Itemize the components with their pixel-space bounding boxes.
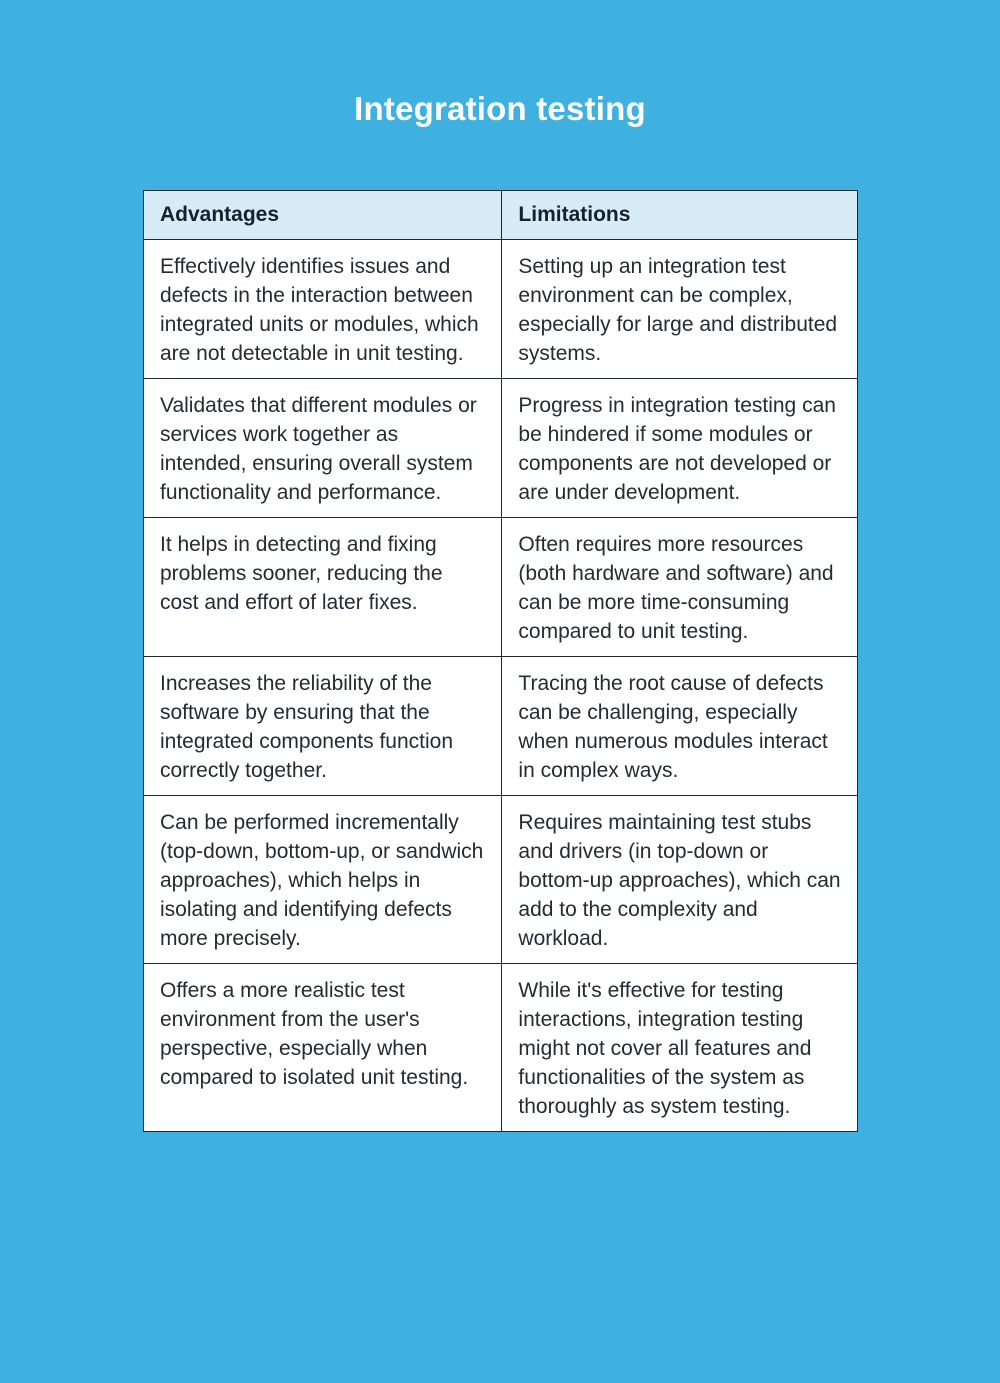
limitation-cell: Requires maintaining test stubs and drivers (in top-down or bottom-up approaches), which can add to the complexity and workload. (502, 796, 858, 964)
table-body (144, 240, 858, 1132)
table-row (144, 796, 858, 964)
table-row (144, 379, 858, 518)
table-row (144, 518, 858, 657)
advantage-cell: It helps in detecting and fixing problems sooner, reducing the cost and effort of later fixes. (144, 518, 502, 657)
comparison-table-container (143, 190, 858, 1132)
table-row (144, 657, 858, 796)
limitation-cell: Often requires more resources (both hardware and software) and can be more time-consuming compared to unit testing. (502, 518, 858, 657)
table-row (144, 240, 858, 379)
advantage-cell: Validates that different modules or services work together as intended, ensuring overall system functionality and performance. (144, 379, 502, 518)
limitation-cell: While it's effective for testing interactions, integration testing might not cover all features and functionalities of the system as thoroughly as system testing. (502, 964, 858, 1132)
table-row (144, 964, 858, 1132)
advantage-cell: Can be performed incrementally (top-down, bottom-up, or sandwich approaches), which helps in isolating and identifying defects more precisely. (144, 796, 502, 964)
advantage-cell: Effectively identifies issues and defects in the interaction between integrated units or modules, which are not detectable in unit testing. (144, 240, 502, 379)
advantage-cell: Offers a more realistic test environment from the user's perspective, especially when compared to isolated unit testing. (144, 964, 502, 1132)
limitation-cell: Setting up an integration test environment can be complex, especially for large and distributed systems. (502, 240, 858, 379)
advantages-header: Advantages (144, 191, 502, 240)
comparison-table (143, 190, 858, 1132)
limitation-cell: Progress in integration testing can be hindered if some modules or components are not developed or are under development. (502, 379, 858, 518)
limitations-header: Limitations (502, 191, 858, 240)
limitation-cell: Tracing the root cause of defects can be challenging, especially when numerous modules interact in complex ways. (502, 657, 858, 796)
advantage-cell: Increases the reliability of the software by ensuring that the integrated components function correctly together. (144, 657, 502, 796)
table-header-row (144, 191, 858, 240)
page-title: Integration testing (354, 90, 646, 127)
